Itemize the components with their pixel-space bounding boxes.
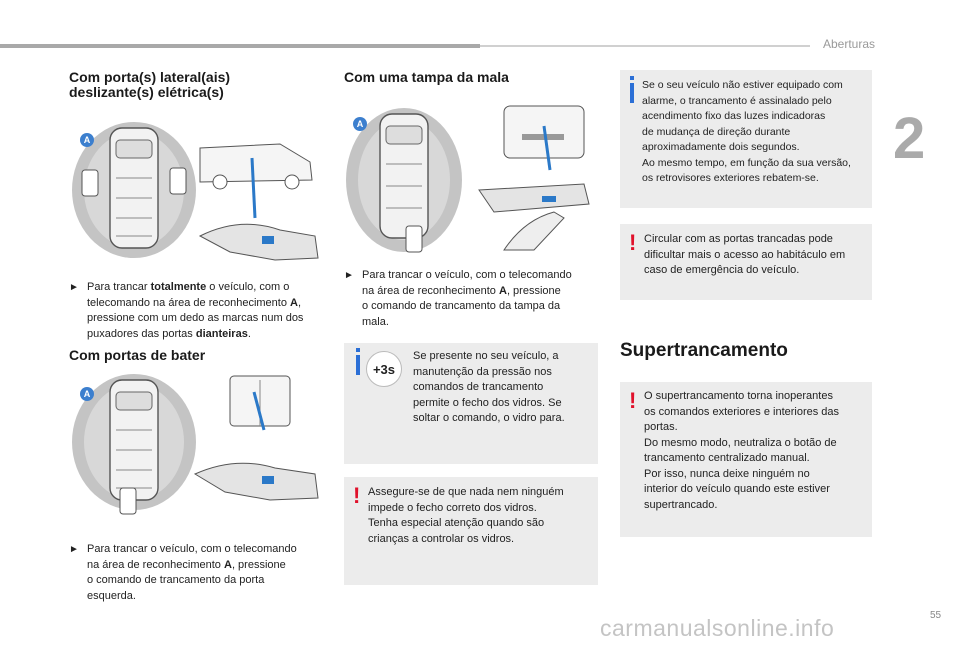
- warning-text: [644, 232, 868, 279]
- section-title: Aberturas: [823, 37, 876, 51]
- text: O supertrancamento torna inoperantes: [644, 390, 833, 402]
- warning-text: [368, 485, 594, 547]
- windscreen: [116, 392, 152, 410]
- hand-on-handle: [200, 224, 318, 260]
- heading-sliding-doors: [69, 70, 230, 100]
- text: crianças a controlar os vidros.: [368, 532, 515, 545]
- bullet-arrow-icon: ►: [344, 270, 354, 281]
- text: totalmente: [150, 281, 207, 293]
- warning-icon: !: [629, 388, 637, 413]
- text: Para trancar o veículo, com o telecomando: [87, 543, 297, 555]
- info-box-windows: [344, 343, 598, 464]
- text: caso de emergência do veículo.: [644, 264, 800, 276]
- text: Por isso, nunca deixe ninguém no: [644, 467, 810, 480]
- handle-marks: [262, 236, 274, 244]
- text: Ao mesmo tempo, em função da sua versão,: [642, 156, 851, 169]
- bullet-arrow-icon: ►: [69, 282, 79, 293]
- info-icon: [356, 355, 360, 375]
- text: Para trancar o veículo, com o telecomando: [362, 269, 572, 281]
- text: , pressione: [231, 558, 286, 571]
- info-text: [413, 349, 593, 427]
- text: manutenção da pressão nos: [413, 365, 552, 378]
- chapter-number: 2: [893, 106, 926, 171]
- badge-a: A: [353, 117, 367, 131]
- text: o comando de trancamento da porta: [87, 574, 265, 586]
- bullet-hinged-doors: [69, 542, 339, 604]
- text: na área de reconhecimento: [87, 558, 224, 571]
- heading-line: deslizante(s) elétrica(s): [69, 84, 224, 100]
- warning-box-locked-driving: [620, 224, 872, 300]
- text: Se o seu veículo não estiver equipado com: [642, 79, 843, 91]
- text: interior do veículo quando este estiver: [644, 483, 830, 495]
- badge-a: A: [80, 133, 94, 147]
- text: A: [498, 284, 507, 297]
- info-icon: [630, 83, 634, 103]
- warning-icon: !: [629, 230, 637, 255]
- text: o comando de trancamento da tampa da: [362, 300, 561, 312]
- text: A: [290, 296, 298, 309]
- text: permite o fecho dos vidros. Se: [413, 396, 562, 409]
- remote-key-icon: [82, 170, 98, 196]
- heading-hinged-doors: Com portas de bater: [69, 347, 206, 363]
- text: ,: [297, 296, 302, 309]
- hand-pressing: [504, 212, 564, 250]
- text: Tenha especial atenção quando são: [368, 517, 545, 529]
- text: puxadores das portas: [87, 327, 196, 340]
- watermark: carmanualsonline.info: [600, 615, 835, 641]
- warning-text: [644, 389, 868, 513]
- text: mala.: [362, 315, 389, 328]
- handle-marks: [262, 476, 274, 484]
- text: pressione com um dedo as marcas num dos: [87, 312, 304, 324]
- warning-icon: !: [353, 483, 361, 508]
- text: impede o fecho correto dos vidros.: [368, 501, 537, 514]
- windscreen: [116, 140, 152, 158]
- text: aproximadamente dois segundos.: [642, 141, 800, 153]
- text: esquerda.: [87, 589, 136, 602]
- text: , pressione: [506, 284, 561, 297]
- text: Do mesmo modo, neutraliza o botão de: [644, 436, 837, 449]
- heading-line: Com porta(s) lateral(ais): [69, 69, 231, 85]
- text: Circular com as portas trancadas pode: [644, 233, 833, 245]
- text: os comandos exteriores e interiores das: [644, 405, 840, 418]
- text: supertrancado.: [644, 498, 718, 511]
- hand-on-handle: [195, 463, 318, 500]
- tailgate-illustration: [344, 100, 599, 260]
- text: telecomando na área de reconhecimento: [87, 296, 291, 309]
- hold-3s-icon: +3s: [366, 351, 402, 387]
- remote-key-icon: [406, 226, 422, 252]
- text: os retrovisores exteriores rebatem-se.: [642, 172, 819, 184]
- header-rule-thin: [480, 45, 810, 47]
- text: portas.: [644, 421, 678, 433]
- text: de mudança de direção durante: [642, 125, 791, 138]
- text: Assegure-se de que nada nem ninguém: [368, 486, 564, 498]
- warning-box-deadlocking: [620, 382, 872, 537]
- info-box-alarm: [620, 70, 872, 208]
- heading-tailgate: Com uma tampa da mala: [344, 69, 509, 85]
- warning-box-windows: [344, 477, 598, 585]
- bullet-arrow-icon: ►: [69, 544, 79, 555]
- remote-key-icon: [120, 488, 136, 514]
- text: o veículo, com o: [206, 281, 290, 293]
- heading-deadlocking: Supertrancamento: [620, 340, 788, 361]
- header-rule: [0, 44, 480, 48]
- page-number: 55: [930, 610, 942, 621]
- text: Se presente no seu veículo, a: [413, 350, 559, 362]
- remote-key-icon: [170, 168, 186, 194]
- text: alarme, o trancamento é assinalado pelo: [642, 94, 832, 107]
- badge-a: A: [80, 387, 94, 401]
- text: acendimento fixo das luzes indicadoras: [642, 110, 826, 122]
- text: Para trancar: [87, 281, 151, 293]
- text: A: [223, 558, 232, 571]
- text: .: [247, 327, 251, 340]
- text: dianteiras: [195, 327, 248, 340]
- info-text: [642, 78, 870, 187]
- text: na área de reconhecimento: [362, 284, 499, 297]
- text: trancamento centralizado manual.: [644, 452, 810, 464]
- text: soltar o comando, o vidro para.: [413, 412, 565, 424]
- hinged-door-illustration: [70, 370, 330, 520]
- lock-control: [542, 196, 556, 202]
- bullet-tailgate: [344, 268, 604, 330]
- text: comandos de trancamento: [413, 381, 544, 393]
- tailgate-handle: [479, 184, 589, 212]
- sliding-door-illustration: [70, 118, 330, 268]
- bullet-sliding-doors: [69, 280, 339, 342]
- text: dificultar mais o acesso ao habitáculo em: [644, 248, 846, 261]
